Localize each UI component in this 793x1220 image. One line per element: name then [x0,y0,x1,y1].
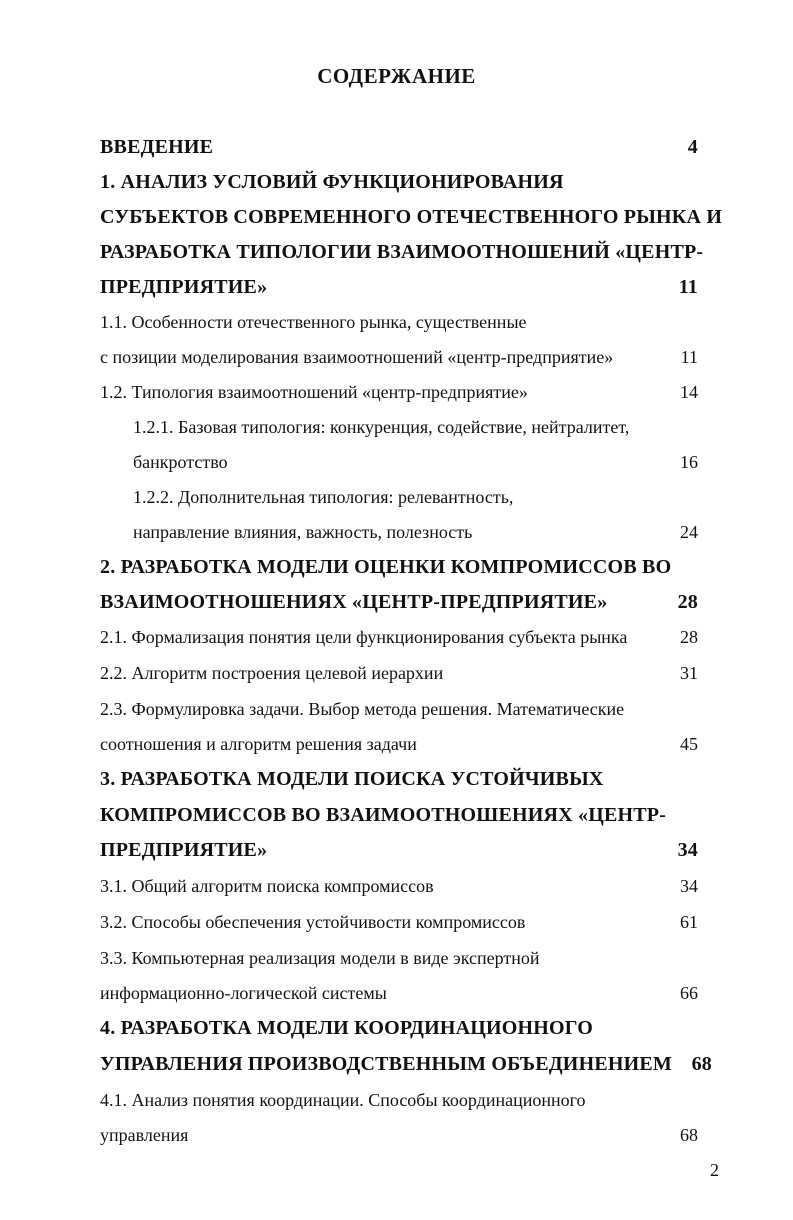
toc-entry-text: 2. РАЗРАБОТКА МОДЕЛИ ОЦЕНКИ КОМПРОМИССОВ ВО [100,555,672,578]
toc-entry-text: направление влияния, важность, полезность [133,521,473,542]
toc-entry-text: соотношения и алгоритм решения задачи [100,733,417,754]
toc-entry-text: 1.2. Типология взаимоотношений «центр-предприятие» [100,381,528,402]
toc-entry-section-4-1[interactable] [100,1082,700,1118]
toc-entry-page: 16 [680,451,698,472]
toc-entry-page: 24 [680,521,698,542]
page-number: 2 [710,1160,719,1180]
toc-entry-text: управления [100,1124,189,1145]
toc-entry-chapter-1-cont[interactable] [100,269,700,305]
toc-entry-page: 14 [680,381,698,402]
toc-entry-text: 1.2.2. Дополнительная типология: релевантность, [133,486,514,507]
toc-entry-section-3-3-cont[interactable] [100,975,700,1011]
toc-entry-text: ПРЕДПРИЯТИЕ» [100,275,268,298]
toc-entry-text: 1. АНАЛИЗ УСЛОВИЙ ФУНКЦИОНИРОВАНИЯ [100,170,564,193]
page-title: СОДЕРЖАНИЕ [317,64,476,88]
toc-entry-section-1-1-cont[interactable] [100,339,700,375]
toc-entry-text: 2.1. Формализация понятия цели функционирования субъекта рынка [100,626,628,647]
toc-entry-chapter-2-cont[interactable] [100,584,700,620]
toc-entry-section-3-2[interactable] [100,904,700,940]
toc-entry-section-2-3-cont[interactable] [100,726,700,762]
toc-entry-chapter-1-cont[interactable] [100,234,704,270]
toc-entry-section-1-2[interactable] [100,374,700,410]
toc-entry-text: банкротство [133,451,228,472]
toc-entry-chapter-4-cont[interactable] [100,1046,712,1082]
toc-entry-text: 3. РАЗРАБОТКА МОДЕЛИ ПОИСКА УСТОЙЧИВЫХ [100,767,604,790]
toc-entry-text: УПРАВЛЕНИЯ ПРОИЗВОДСТВЕННЫМ ОБЪЕДИНЕНИЕМ [100,1052,672,1075]
toc-entry-introduction[interactable] [100,129,700,165]
toc-entry-page: 61 [680,911,698,932]
toc-entry-text: ВВЕДЕНИЕ [100,135,214,158]
toc-entry-page: 31 [680,662,698,683]
toc-entry-text: 1.2.1. Базовая типология: конкуренция, содействие, нейтралитет, [133,416,630,437]
toc-entry-section-1-2-1[interactable] [133,409,700,445]
toc-entry-chapter-3-cont[interactable] [100,797,700,833]
toc-entry-chapter-2[interactable] [100,549,700,585]
toc-entry-text: ПРЕДПРИЯТИЕ» [100,838,268,861]
toc-entry-text: 3.2. Способы обеспечения устойчивости компромиссов [100,911,526,932]
toc-entry-section-1-1[interactable] [100,304,700,340]
toc-entry-section-2-2[interactable] [100,655,700,691]
toc-entry-page: 28 [680,626,698,647]
toc-entry-section-3-3[interactable] [100,940,700,976]
toc-entry-section-4-1-cont[interactable] [100,1117,700,1153]
toc-entry-page: 4 [687,135,698,158]
toc-entry-section-2-1[interactable] [100,619,700,655]
toc-entry-text: КОМПРОМИССОВ ВО ВЗАИМООТНОШЕНИЯХ «ЦЕНТР- [100,803,667,826]
toc-entry-section-1-2-2[interactable] [133,479,700,515]
toc-entry-page: 28 [677,590,698,613]
toc-entry-text: СУБЪЕКТОВ СОВРЕМЕННОГО ОТЕЧЕСТВЕННОГО РЫНКА И [100,205,723,228]
toc-entry-chapter-3-cont[interactable] [100,832,700,868]
toc-entry-page: 11 [680,346,698,367]
toc-entry-text: ВЗАИМООТНОШЕНИЯХ «ЦЕНТР-ПРЕДПРИЯТИЕ» [100,590,608,613]
toc-entry-page: 68 [680,1124,698,1145]
toc-entry-page: 66 [680,982,698,1003]
toc-entry-section-1-2-2-cont[interactable] [133,514,700,550]
toc-entry-page: 34 [680,875,698,896]
toc-entry-chapter-4[interactable] [100,1010,700,1046]
toc-entry-text: 4.1. Анализ понятия координации. Способы координационного [100,1089,586,1110]
toc-entry-text: 2.3. Формулировка задачи. Выбор метода решения. Математические [100,698,625,719]
toc-entry-text: 1.1. Особенности отечественного рынка, существенные [100,311,527,332]
toc-entry-chapter-1-cont[interactable] [100,199,723,235]
toc-entry-text: 2.2. Алгоритм построения целевой иерархии [100,662,444,683]
toc-entry-section-1-2-1-cont[interactable] [133,444,700,480]
toc-entry-page: 11 [678,275,698,298]
toc-entry-chapter-3[interactable] [100,761,700,797]
toc-entry-text: 3.3. Компьютерная реализация модели в виде экспертной [100,947,540,968]
toc-entry-text: РАЗРАБОТКА ТИПОЛОГИИ ВЗАИМООТНОШЕНИЙ «ЦЕНТР- [100,240,704,263]
toc-entry-chapter-1[interactable] [100,164,700,200]
toc-entry-page: 68 [691,1052,712,1075]
toc-entry-text: 4. РАЗРАБОТКА МОДЕЛИ КООРДИНАЦИОННОГО [100,1016,593,1039]
toc-entry-page: 45 [680,733,698,754]
toc-entry-page: 34 [677,838,698,861]
toc-entry-text: с позиции моделирования взаимоотношений «центр-предприятие» [100,346,614,367]
toc-entry-section-3-1[interactable] [100,868,700,904]
toc-entry-section-2-3[interactable] [100,691,700,727]
toc-entry-text: 3.1. Общий алгоритм поиска компромиссов [100,875,434,896]
toc-entry-text: информационно-логической системы [100,982,387,1003]
